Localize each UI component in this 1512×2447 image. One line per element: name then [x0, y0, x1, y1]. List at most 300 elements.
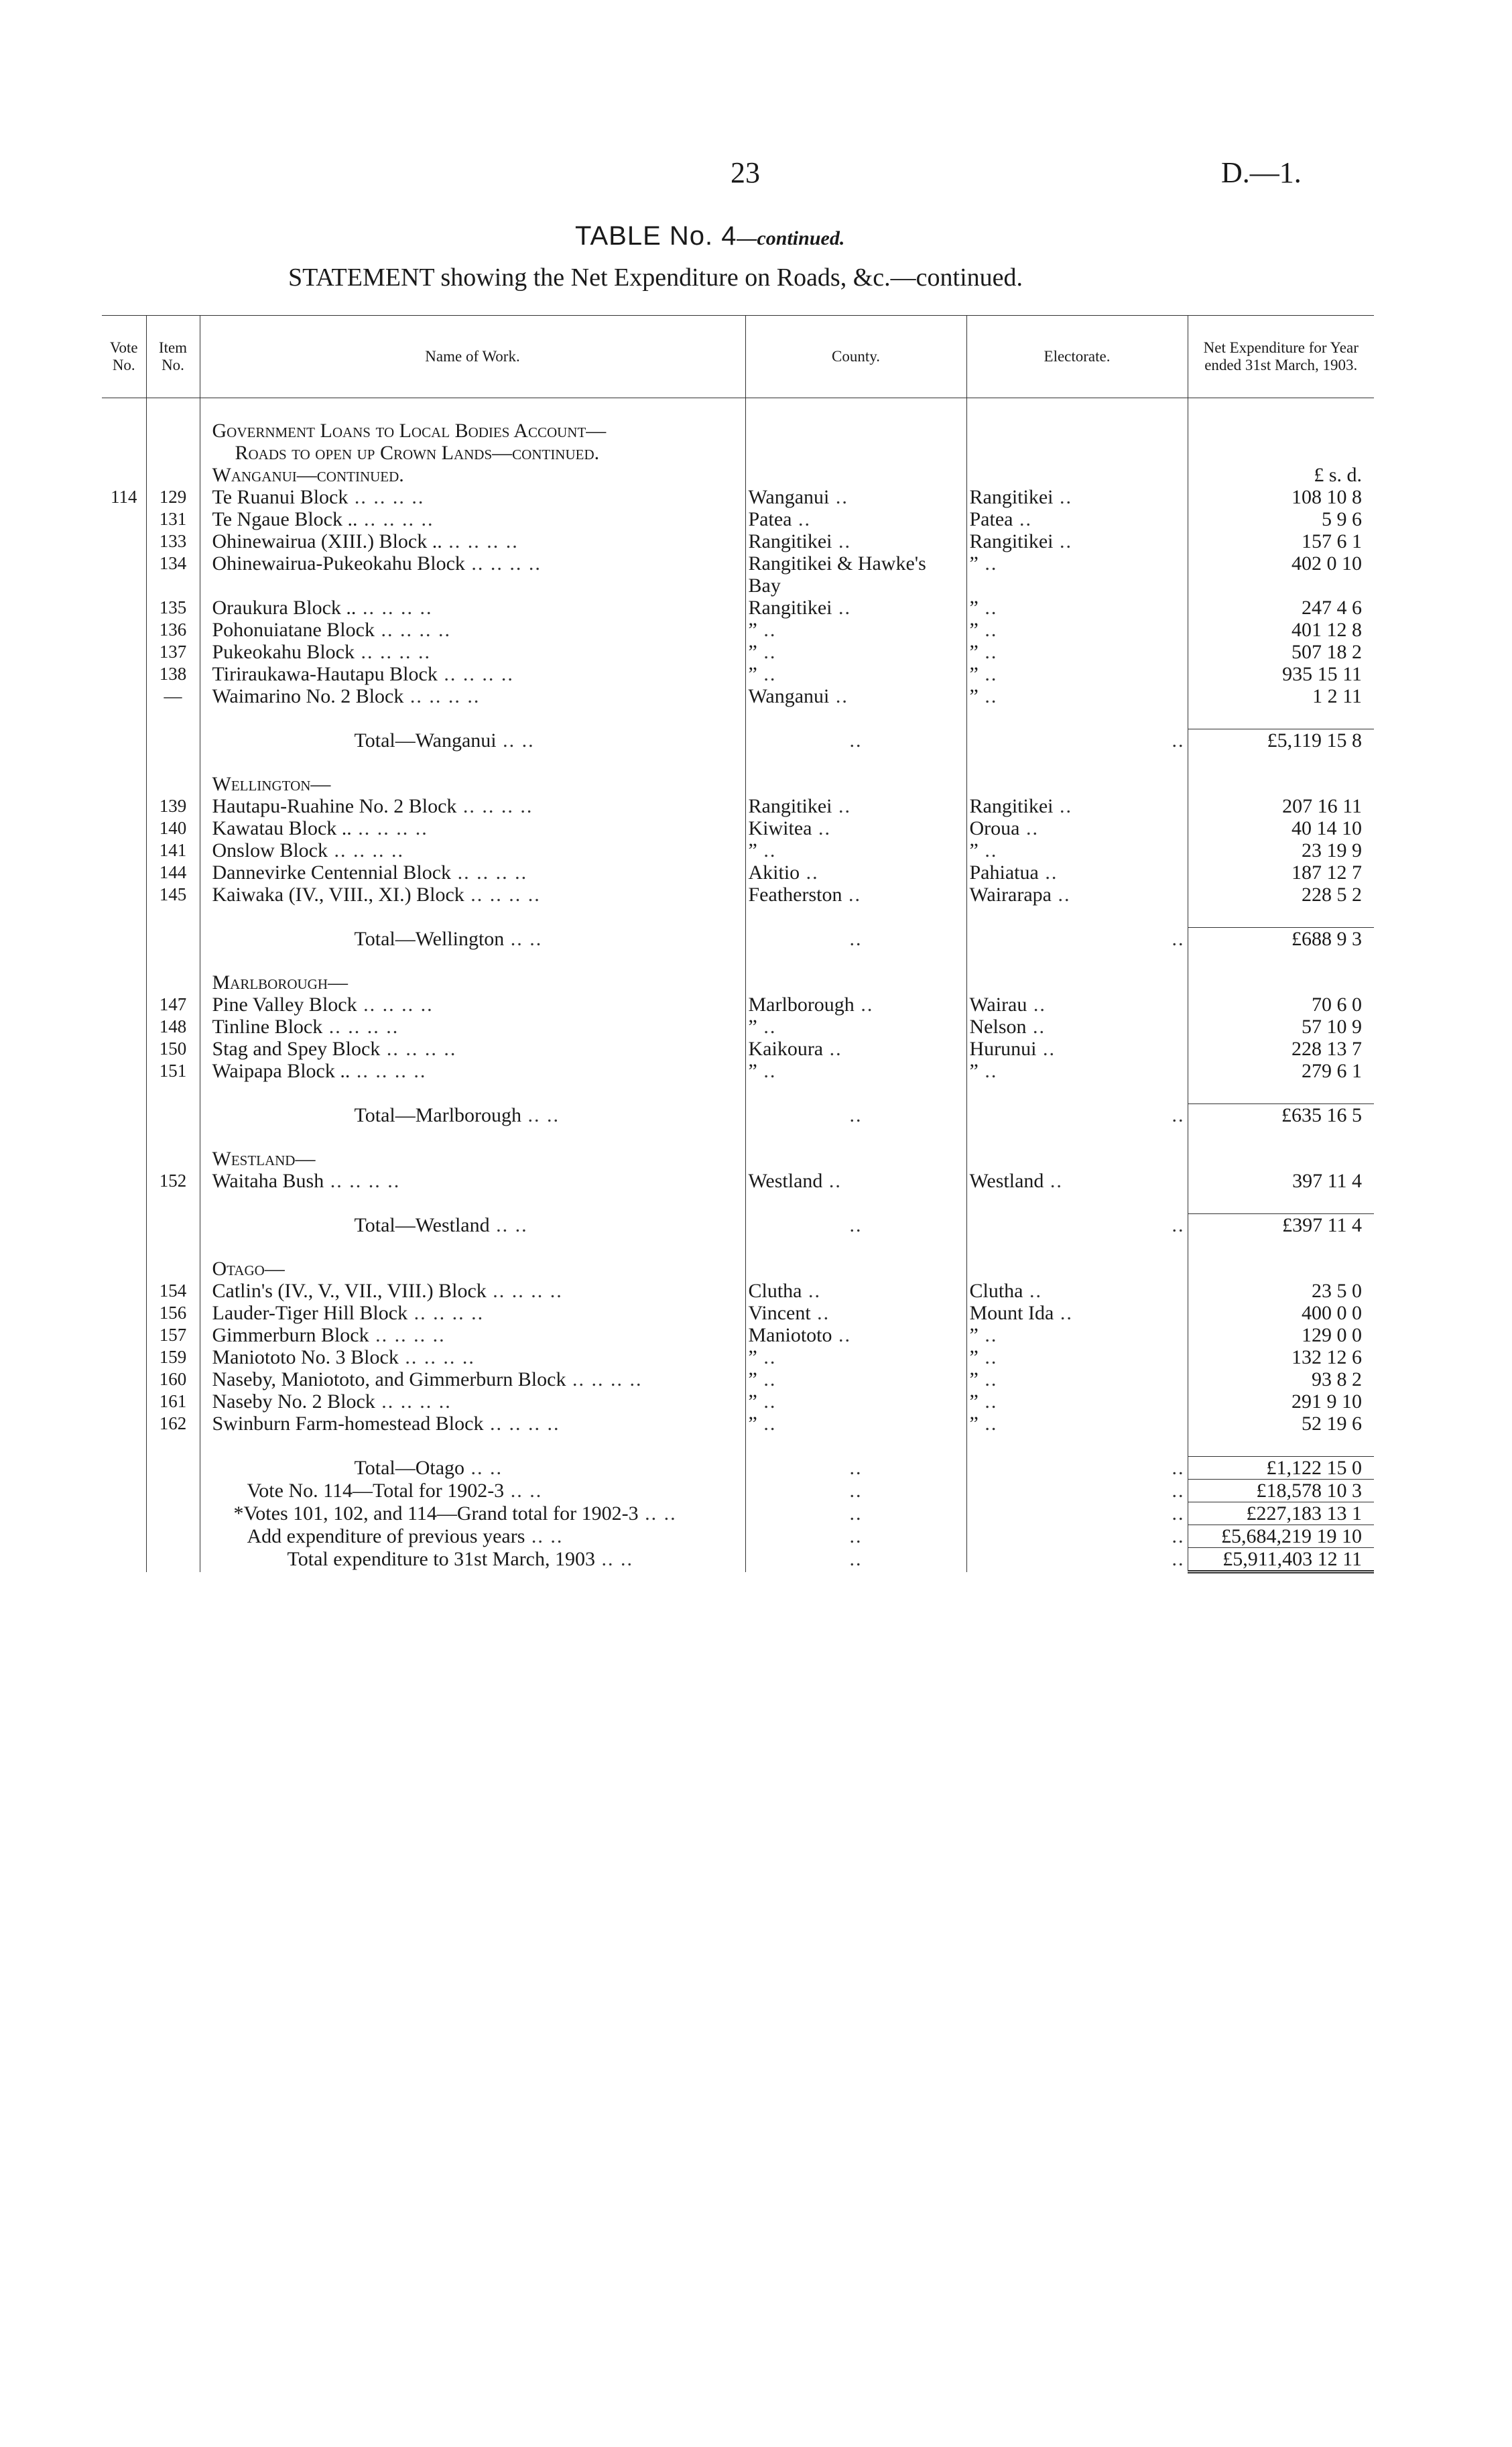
work-name-text: Onslow Block: [212, 839, 328, 861]
vote-number: [102, 1324, 146, 1346]
work-name-text: Naseby No. 2 Block: [212, 1390, 375, 1413]
work-name: Maniototo No. 3 Block .. .. .. ..: [200, 1346, 745, 1368]
final-total-row: Total expenditure to 31st March, 1903 .. .. .. .. £5,911,403 12 11: [102, 1548, 1374, 1572]
table-row: [102, 1346, 1374, 1368]
section-total-text: Total—Westland: [354, 1213, 490, 1236]
county: Maniototo ..: [745, 1324, 966, 1346]
electorate-text: Clutha: [969, 1280, 1023, 1302]
electorate-text: ”: [969, 685, 979, 707]
previous-total-row-amount: £5,684,219 19 10: [1188, 1525, 1374, 1548]
amount: 70 6 0: [1312, 994, 1362, 1016]
work-name: Onslow Block .. .. .. ..: [200, 839, 745, 861]
item-number: 160: [146, 1368, 200, 1390]
amount: 935 15 11: [1282, 663, 1362, 685]
county: Marlborough ..: [745, 994, 966, 1016]
section-name: Marlborough—: [200, 971, 745, 994]
final-total-row-amount: £5,911,403 12 11: [1188, 1548, 1374, 1572]
county: ” ..: [745, 663, 966, 685]
electorate-text: ”: [969, 1324, 979, 1346]
county: Kaikoura ..: [745, 1038, 966, 1060]
vote-number: [102, 1038, 146, 1060]
work-name: Tinline Block .. .. .. ..: [200, 1016, 745, 1038]
electorate: Rangitikei ..: [966, 530, 1188, 552]
table-header-row: [102, 316, 1374, 398]
electorate: ” ..: [966, 663, 1188, 685]
vote-number: [102, 663, 146, 685]
county-text: Rangitikei: [748, 530, 832, 552]
electorate: ” ..: [966, 597, 1188, 619]
county-text: ”: [748, 663, 757, 685]
item-number: 136: [146, 619, 200, 641]
amount: 402 0 10: [1292, 552, 1362, 575]
section-total-text: Total—Wanganui: [354, 729, 497, 752]
vote-number: [102, 1346, 146, 1368]
county: Westland ..: [745, 1170, 966, 1192]
electorate: ” ..: [966, 1324, 1188, 1346]
work-name-text: Catlin's (IV., V., VII., VIII.) Block: [212, 1280, 487, 1302]
item-number: 145: [146, 884, 200, 906]
work-name-text: Lauder-Tiger Hill Block: [212, 1302, 408, 1324]
vote-number: [102, 884, 146, 906]
amount: 1 2 11: [1312, 685, 1362, 707]
work-name: Ohinewairua-Pukeokahu Block .. .. .. ..: [200, 552, 745, 597]
electorate: ” ..: [966, 641, 1188, 663]
section-total-amount: £688 9 3: [1188, 928, 1374, 951]
vote-number: [102, 641, 146, 663]
county-text: Westland: [748, 1170, 823, 1192]
county-text: Wanganui: [748, 486, 830, 508]
section-total-label: Total—Westland .. ..: [200, 1214, 745, 1237]
electorate-text: ”: [969, 1060, 979, 1082]
electorate: ” ..: [966, 685, 1188, 707]
amount: 93 8 2: [1312, 1368, 1362, 1390]
county-text: Rangitikei & Hawke's Bay: [748, 552, 926, 597]
electorate-text: ”: [969, 839, 979, 861]
table-row: [102, 619, 1374, 641]
section-total-amount: £1,122 15 0: [1188, 1457, 1374, 1480]
county-text: ”: [748, 1368, 757, 1390]
county: Rangitikei ..: [745, 597, 966, 619]
electorate-text: ”: [969, 663, 979, 685]
empty-cell: [1188, 1258, 1374, 1280]
county: Patea ..: [745, 508, 966, 530]
electorate-text: ”: [969, 619, 979, 641]
grand-total-row-amount: £227,183 13 1: [1188, 1502, 1374, 1525]
section-total-amount: £5,119 15 8: [1188, 729, 1374, 752]
county: [745, 552, 966, 597]
county-text: ”: [748, 1016, 757, 1038]
electorate: Pahiatua ..: [966, 861, 1188, 884]
vote-total-row: Vote No. 114—Total for 1902-3 .. .. .. .. £18,578 10 3: [102, 1480, 1374, 1502]
county-text: Vincent: [748, 1302, 811, 1324]
work-name-text: Dannevirke Centennial Block: [212, 861, 452, 884]
vote-number: [102, 795, 146, 817]
table-row: [102, 1170, 1374, 1192]
amount: 228 13 7: [1292, 1038, 1362, 1060]
county-text: Marlborough: [748, 994, 855, 1016]
table-row: [102, 1280, 1374, 1302]
vote-number: [102, 1016, 146, 1038]
col-expenditure-header: Net Expenditure for Year ended 31st March, 1903.: [1188, 316, 1374, 398]
county-text: Kiwitea: [748, 817, 812, 839]
county: Kiwitea ..: [745, 817, 966, 839]
previous-total-row-text: Add expenditure of previous years: [247, 1525, 525, 1547]
vote-number: [102, 1302, 146, 1324]
section-total-row: Total—Wellington .. .. .. .. £688 9 3: [102, 928, 1374, 951]
table-row: [102, 994, 1374, 1016]
table-row: [102, 1390, 1374, 1413]
item-number: 141: [146, 839, 200, 861]
table-row: [102, 508, 1374, 530]
amount: 279 6 1: [1302, 1060, 1362, 1082]
electorate: Mount Ida ..: [966, 1302, 1188, 1324]
previous-total-row-label: Add expenditure of previous years .. ..: [200, 1525, 745, 1548]
electorate-text: Mount Ida: [969, 1302, 1054, 1324]
item-number: 152: [146, 1170, 200, 1192]
electorate: Westland ..: [966, 1170, 1188, 1192]
county-text: Clutha: [748, 1280, 802, 1302]
table-row: [102, 552, 1374, 597]
vote-number: [102, 1280, 146, 1302]
electorate-text: ”: [969, 597, 979, 619]
electorate: ” ..: [966, 1390, 1188, 1413]
vote-number: [102, 685, 146, 707]
vote-number: [102, 1060, 146, 1082]
table-row: [102, 641, 1374, 663]
account-heading-1: Government Loans to Local Bodies Account—: [200, 420, 745, 442]
electorate-text: Wairarapa: [969, 884, 1052, 906]
county: ” ..: [745, 1346, 966, 1368]
electorate-text: Pahiatua: [969, 861, 1039, 884]
section-name: Wellington—: [200, 773, 745, 795]
work-name: Lauder-Tiger Hill Block .. .. .. ..: [200, 1302, 745, 1324]
table-row: [102, 1324, 1374, 1346]
work-name-text: Pine Valley Block: [212, 994, 357, 1016]
table-title: [575, 221, 844, 251]
work-name-text: Naseby, Maniototo, and Gimmerburn Block: [212, 1368, 566, 1390]
work-name: Waitaha Bush .. .. .. ..: [200, 1170, 745, 1192]
work-name-text: Hautapu-Ruahine No. 2 Block: [212, 795, 457, 817]
work-name: Kaiwaka (IV., VIII., XI.) Block .. .. .. ..: [200, 884, 745, 906]
table-body: [102, 398, 1374, 1572]
county-text: ”: [748, 1413, 757, 1435]
county-text: ”: [748, 839, 757, 861]
county: ” ..: [745, 1413, 966, 1435]
item-number: —: [146, 685, 200, 707]
item-number: 135: [146, 597, 200, 619]
work-name: Te Ruanui Block .. .. .. ..: [200, 486, 745, 508]
electorate-text: Patea: [969, 508, 1013, 530]
work-name-text: Kawatau Block ..: [212, 817, 352, 839]
item-number: 148: [146, 1016, 200, 1038]
county: ” ..: [745, 1016, 966, 1038]
work-name-text: Maniototo No. 3 Block: [212, 1346, 399, 1368]
section-total-row: Total—Marlborough .. .. .. .. £635 16 5: [102, 1104, 1374, 1127]
section-name: Westland—: [200, 1148, 745, 1170]
grand-total-row-label: *Votes 101, 102, and 114—Grand total for 1902-3 .. ..: [200, 1502, 745, 1525]
county-text: ”: [748, 619, 757, 641]
amount: 5 9 6: [1322, 508, 1362, 530]
item-number: 161: [146, 1390, 200, 1413]
expenditure-table: [102, 315, 1374, 1573]
table-row: [102, 1038, 1374, 1060]
table-row: [102, 597, 1374, 619]
item-number: 147: [146, 994, 200, 1016]
empty-cell: [1188, 773, 1374, 795]
work-name: Pine Valley Block .. .. .. ..: [200, 994, 745, 1016]
electorate: Patea ..: [966, 508, 1188, 530]
section-name: Wanganui—continued.: [200, 464, 745, 486]
amount: 52 19 6: [1302, 1413, 1362, 1435]
table-row: [102, 530, 1374, 552]
table-row: [102, 884, 1374, 906]
item-number: 162: [146, 1413, 200, 1435]
statement-title: STATEMENT showing the Net Expenditure on Roads, &c.—continued.: [288, 263, 1023, 292]
electorate-text: Hurunui: [969, 1038, 1037, 1060]
section-heading-row: [102, 1258, 1374, 1280]
amount: 23 19 9: [1302, 839, 1362, 861]
section-total-row: Total—Westland .. .. .. .. £397 11 4: [102, 1214, 1374, 1237]
electorate-text: Rangitikei: [969, 795, 1054, 817]
col-vote-header: Vote No.: [102, 316, 146, 398]
table-title-suffix: —continued.: [737, 227, 845, 249]
work-name: Kawatau Block .. .. .. .. ..: [200, 817, 745, 839]
county-text: ”: [748, 1346, 757, 1368]
county: ” ..: [745, 1060, 966, 1082]
electorate-text: ”: [969, 1413, 979, 1435]
grand-total-row-text: *Votes 101, 102, and 114—Grand total for 1902-3: [233, 1502, 639, 1525]
vote-number: [102, 530, 146, 552]
table-row: [102, 1060, 1374, 1082]
heading-row: [102, 420, 1374, 442]
electorate: Oroua ..: [966, 817, 1188, 839]
county: Rangitikei ..: [745, 530, 966, 552]
electorate-text: Nelson: [969, 1016, 1027, 1038]
work-name-text: Ohinewairua (XIII.) Block ..: [212, 530, 442, 552]
amount: 57 10 9: [1302, 1016, 1362, 1038]
account-heading-2: Roads to open up Crown Lands—continued.: [200, 442, 745, 464]
item-number: 154: [146, 1280, 200, 1302]
amount: 207 16 11: [1282, 795, 1362, 817]
work-name: Swinburn Farm-homestead Block .. .. .. ..: [200, 1413, 745, 1435]
vote-total-row-label: Vote No. 114—Total for 1902-3 .. ..: [200, 1480, 745, 1502]
amount: 291 9 10: [1292, 1390, 1362, 1413]
table-row: [102, 1368, 1374, 1390]
item-number: 156: [146, 1302, 200, 1324]
section-total-row: Total—Wanganui .. .. .. .. £5,119 15 8: [102, 729, 1374, 752]
work-name-text: Te Ruanui Block: [212, 486, 349, 508]
county-text: Wanganui: [748, 685, 830, 707]
county: Featherston ..: [745, 884, 966, 906]
county: Rangitikei ..: [745, 795, 966, 817]
electorate-text: Rangitikei: [969, 486, 1054, 508]
item-number: 138: [146, 663, 200, 685]
vote-total-row-text: Vote No. 114—Total for 1902-3: [247, 1479, 505, 1502]
electorate: ” ..: [966, 839, 1188, 861]
table-row: [102, 486, 1374, 508]
county-text: Kaikoura: [748, 1038, 824, 1060]
work-name: Hautapu-Ruahine No. 2 Block .. .. .. ..: [200, 795, 745, 817]
county: Wanganui ..: [745, 685, 966, 707]
county: ” ..: [745, 641, 966, 663]
table-row: [102, 1302, 1374, 1324]
amount: 397 11 4: [1292, 1170, 1362, 1192]
amount: 401 12 8: [1292, 619, 1362, 641]
work-name-text: Tiriraukawa-Hautapu Block: [212, 663, 438, 685]
work-name-text: Kaiwaka (IV., VIII., XI.) Block: [212, 884, 464, 906]
electorate: Wairarapa ..: [966, 884, 1188, 906]
work-name: Ohinewairua (XIII.) Block .. .. .. .. ..: [200, 530, 745, 552]
vote-number: [102, 597, 146, 619]
vote-number: [102, 1170, 146, 1192]
amount: 129 0 0: [1302, 1324, 1362, 1346]
vote-number: [102, 1413, 146, 1435]
electorate: Hurunui ..: [966, 1038, 1188, 1060]
amount: 187 12 7: [1292, 861, 1362, 884]
work-name: Pohonuiatane Block .. .. .. ..: [200, 619, 745, 641]
electorate-text: ”: [969, 1346, 979, 1368]
work-name: Waipapa Block .. .. .. .. ..: [200, 1060, 745, 1082]
table-row: [102, 1016, 1374, 1038]
table-row: [102, 1413, 1374, 1435]
section-total-text: Total—Otago: [354, 1456, 465, 1479]
empty-cell: [1188, 1148, 1374, 1170]
table-row: [102, 685, 1374, 707]
section-total-label: Total—Marlborough .. ..: [200, 1104, 745, 1127]
electorate: ” ..: [966, 1413, 1188, 1435]
electorate-text: Oroua: [969, 817, 1020, 839]
county-text: Maniototo: [748, 1324, 832, 1346]
county-text: ”: [748, 1390, 757, 1413]
page-number: 23: [731, 156, 760, 189]
section-heading-row: [102, 1148, 1374, 1170]
amount: 247 4 6: [1302, 597, 1362, 619]
work-name-text: Waipapa Block ..: [212, 1060, 351, 1082]
final-total-row-label: Total expenditure to 31st March, 1903 .. ..: [200, 1548, 745, 1572]
county-text: Patea: [748, 508, 792, 530]
electorate-text: ”: [969, 641, 979, 663]
electorate-text: ”: [969, 1390, 979, 1413]
section-total-text: Total—Wellington: [354, 927, 505, 950]
work-name-text: Tinline Block: [212, 1016, 323, 1038]
col-county-header: County.: [745, 316, 966, 398]
amount: 157 6 1: [1302, 530, 1362, 552]
electorate: ” ..: [966, 1368, 1188, 1390]
vote-total-row-amount: £18,578 10 3: [1188, 1480, 1374, 1502]
electorate: Clutha ..: [966, 1280, 1188, 1302]
vote-number: [102, 817, 146, 839]
work-name-text: Waimarino No. 2 Block: [212, 685, 404, 707]
work-name: Waimarino No. 2 Block .. .. .. ..: [200, 685, 745, 707]
section-heading-row: [102, 464, 1374, 486]
item-number: 144: [146, 861, 200, 884]
vote-number: [102, 861, 146, 884]
amount: 228 5 2: [1302, 884, 1362, 906]
item-number: 139: [146, 795, 200, 817]
item-number: 150: [146, 1038, 200, 1060]
section-name: Otago—: [200, 1258, 745, 1280]
section-heading-row: [102, 773, 1374, 795]
vote-number: [102, 619, 146, 641]
section-total-amount: £635 16 5: [1188, 1104, 1374, 1127]
amount: 108 10 8: [1292, 486, 1362, 508]
vote-number: [102, 1368, 146, 1390]
electorate: ” ..: [966, 1346, 1188, 1368]
work-name: Oraukura Block .. .. .. .. ..: [200, 597, 745, 619]
currency-header: £ s. d.: [1314, 464, 1362, 486]
electorate: Rangitikei ..: [966, 486, 1188, 508]
county: ” ..: [745, 619, 966, 641]
county-text: Featherston: [748, 884, 842, 906]
county: ” ..: [745, 839, 966, 861]
table-title-text: TABLE No. 4: [575, 221, 737, 251]
item-number: 159: [146, 1346, 200, 1368]
amount: 132 12 6: [1292, 1346, 1362, 1368]
amount: 507 18 2: [1292, 641, 1362, 663]
section-total-label: Total—Wanganui .. ..: [200, 729, 745, 752]
electorate: ” ..: [966, 619, 1188, 641]
work-name-text: Gimmerburn Block: [212, 1324, 369, 1346]
table-row: [102, 861, 1374, 884]
work-name: Naseby, Maniototo, and Gimmerburn Block .. .. .. ..: [200, 1368, 745, 1390]
work-name-text: Waitaha Bush: [212, 1170, 324, 1192]
electorate: Wairau ..: [966, 994, 1188, 1016]
electorate: Rangitikei ..: [966, 795, 1188, 817]
county: Vincent ..: [745, 1302, 966, 1324]
work-name-text: Ohinewairua-Pukeokahu Block: [212, 552, 465, 575]
table-row: [102, 663, 1374, 685]
work-name: Stag and Spey Block .. .. .. ..: [200, 1038, 745, 1060]
electorate-text: Rangitikei: [969, 530, 1054, 552]
electorate-text: ”: [969, 552, 979, 575]
work-name: Naseby No. 2 Block .. .. .. ..: [200, 1390, 745, 1413]
section-total-label: Total—Otago .. ..: [200, 1457, 745, 1480]
vote-number: [102, 508, 146, 530]
item-number: 129: [146, 486, 200, 508]
previous-total-row: Add expenditure of previous years .. .. .. .. £5,684,219 19 10: [102, 1525, 1374, 1548]
county-text: ”: [748, 641, 757, 663]
county-text: ”: [748, 1060, 757, 1082]
section-total-row: Total—Otago .. .. .. .. £1,122 15 0: [102, 1457, 1374, 1480]
county-text: Akitio: [748, 861, 800, 884]
item-number: 134: [146, 552, 200, 597]
work-name-text: Oraukura Block ..: [212, 597, 357, 619]
electorate: ” ..: [966, 1060, 1188, 1082]
work-name-text: Pukeokahu Block: [212, 641, 355, 663]
county: Akitio ..: [745, 861, 966, 884]
electorate-text: Wairau: [969, 994, 1027, 1016]
work-name: Tiriraukawa-Hautapu Block .. .. .. ..: [200, 663, 745, 685]
amount: 400 0 0: [1302, 1302, 1362, 1324]
empty-cell: [1188, 971, 1374, 994]
electorate: Nelson ..: [966, 1016, 1188, 1038]
table-row: [102, 839, 1374, 861]
col-item-header: Item No.: [146, 316, 200, 398]
item-number: 151: [146, 1060, 200, 1082]
amount: 23 5 0: [1312, 1280, 1362, 1302]
section-heading-row: [102, 971, 1374, 994]
county: Wanganui ..: [745, 486, 966, 508]
item-number: 157: [146, 1324, 200, 1346]
heading-row: [102, 442, 1374, 464]
electorate-text: Westland: [969, 1170, 1044, 1192]
table-row: [102, 795, 1374, 817]
work-name: Gimmerburn Block .. .. .. ..: [200, 1324, 745, 1346]
col-work-header: Name of Work.: [200, 316, 745, 398]
col-electorate-header: Electorate.: [966, 316, 1188, 398]
work-name-text: Pohonuiatane Block: [212, 619, 375, 641]
section-total-label: Total—Wellington .. ..: [200, 928, 745, 951]
